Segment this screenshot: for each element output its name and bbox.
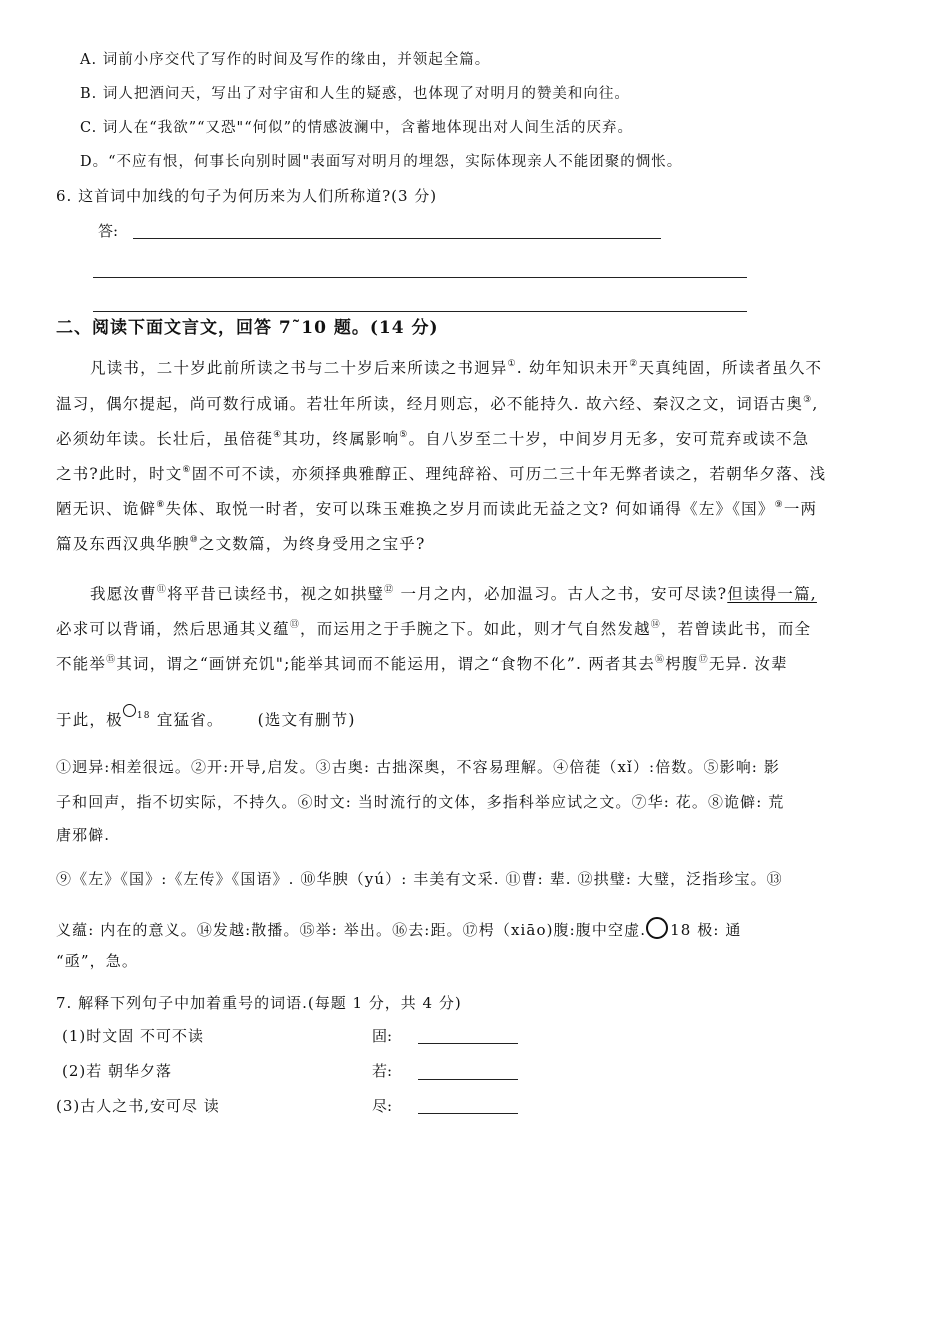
passage-1-line-4: 之书?此时，时文⑥固不可不读，亦须择典雅醇正、理纯辞裕、可历二三十年无弊者读之，若朝华夕落、浅 bbox=[56, 465, 827, 483]
passage-2-line-1: 我愿汝曹⑪将平昔已读经书，视之如拱璧⑫ 一月之内，必加温习。古人之书，安可尽读?但读得一篇, bbox=[90, 585, 817, 603]
passage-1-line-6: 篇及东西汉典华腴⑩之文数篇，为终身受用之宝乎? bbox=[56, 535, 426, 553]
q7-item-3-blank[interactable] bbox=[418, 1113, 518, 1114]
circle-mark-icon bbox=[123, 704, 136, 717]
underlined-sentence: 但读得一篇, bbox=[727, 585, 817, 603]
q7-item-1-sentence: (1)时文固 不可不读 bbox=[62, 1027, 205, 1045]
passage-1-line-2: 温习，偶尔提起，尚可数行成诵。若壮年所读，经月则忘，必不能持久. 故六经、秦汉之文，词语古奥③, bbox=[56, 395, 819, 413]
passage-2-line-4: 于此，极 $^{18}$ 宜猛省。 (选文有删节) bbox=[56, 704, 356, 729]
option-a: A. 词前小序交代了写作的时间及写作的缘由，并领起全篇。 bbox=[80, 52, 491, 68]
circle-mark-large-icon bbox=[646, 917, 668, 939]
answer-line-1[interactable] bbox=[133, 238, 661, 239]
passage-1-line-5: 陋无识、诡僻⑧失体、取悦一时者，安可以珠玉难换之岁月而读此无益之文? 何如诵得《左》《国》⑨一两 bbox=[56, 500, 818, 518]
q7-item-1-blank[interactable] bbox=[418, 1043, 518, 1044]
note-line-2: 子和回声，指不切实际，不持久。⑥时文: 当时流行的文体，多指科举应试之文。⑦华: 花。⑧诡僻: 荒 bbox=[56, 793, 785, 811]
note-line-3: 唐邪僻. bbox=[56, 826, 111, 844]
note-line-1: ①迥异:相差很远。②开:开导,启发。③古奥: 古拙深奥，不容易理解。④倍蓰（xǐ）:倍数。⑤影响: 影 bbox=[56, 758, 780, 776]
answer-label: 答: bbox=[98, 222, 119, 240]
q7-item-3-sentence: (3)古人之书,安可尽 读 bbox=[56, 1097, 220, 1115]
answer-line-2[interactable] bbox=[93, 277, 747, 278]
option-b: B. 词人把酒问天，写出了对宇宙和人生的疑惑，也体现了对明月的赞美和向往。 bbox=[80, 86, 630, 102]
note-line-5: 义蕴: 内在的意义。⑭发越:散播。⑮举: 举出。⑯去:距。⑰枵（xiāo)腹:腹中空虚. 18 极: 通 bbox=[56, 917, 741, 939]
q7-item-2-blank[interactable] bbox=[418, 1079, 518, 1080]
passage-2-line-2: 必求可以背诵，然后思通其义蕴⑬，而运用之于手腕之下。如此，则才气自然发越⑭，若曾读此书，而全 bbox=[56, 620, 812, 638]
q7-item-3-word: 尽: bbox=[372, 1097, 393, 1115]
q7-item-1-word: 固: bbox=[372, 1027, 393, 1045]
option-c: C. 词人在“我欲”“又恐"“何似”的情感波澜中，含蓄地体现出对人间生活的厌弃。 bbox=[80, 120, 634, 136]
note-line-4: ⑨《左》《国》:《左传》《国语》. ⑩华腴（yú）: 丰美有文采. ⑪曹: 辈. ⑫拱璧: 大璧，泛指珍宝。⑬ bbox=[56, 870, 783, 888]
passage-1-line-1: 凡读书，二十岁此前所读之书与二十岁后来所读之书迥异①. 幼年知识未开②天真纯固，所读者虽久不 bbox=[90, 359, 823, 377]
q7-item-2-word: 若: bbox=[372, 1062, 393, 1080]
note-line-6: “亟”，急。 bbox=[56, 952, 138, 970]
option-d: D。“不应有恨，何事长向别时圆"表面写对明月的埋怨，实际体现亲人不能团聚的惆怅。 bbox=[80, 154, 683, 170]
passage-1-line-3: 必须幼年读。长壮后，虽倍蓰④其功，终属影响⑤。自八岁至二十岁，中间岁月无多，安可荒弃或读不急 bbox=[56, 430, 810, 448]
question-7: 7. 解释下列句子中加着重号的词语.(每题 1 分，共 4 分) bbox=[56, 994, 462, 1012]
q7-item-2-sentence: (2)若 朝华夕落 bbox=[62, 1062, 173, 1080]
passage-2-line-3: 不能举⑮其词，谓之“画饼充饥";能举其词而不能运用，谓之“食物不化”. 两者其去⑯枵腹⑰无异. 汝辈 bbox=[56, 655, 788, 673]
question-6: 6. 这首词中加线的句子为何历来为人们所称道?(3 分) bbox=[56, 187, 438, 205]
answer-line-3[interactable] bbox=[93, 311, 747, 312]
section-2-heading: 二、阅读下面文言文，回答 7˜10 题。(14 分) bbox=[56, 318, 439, 338]
